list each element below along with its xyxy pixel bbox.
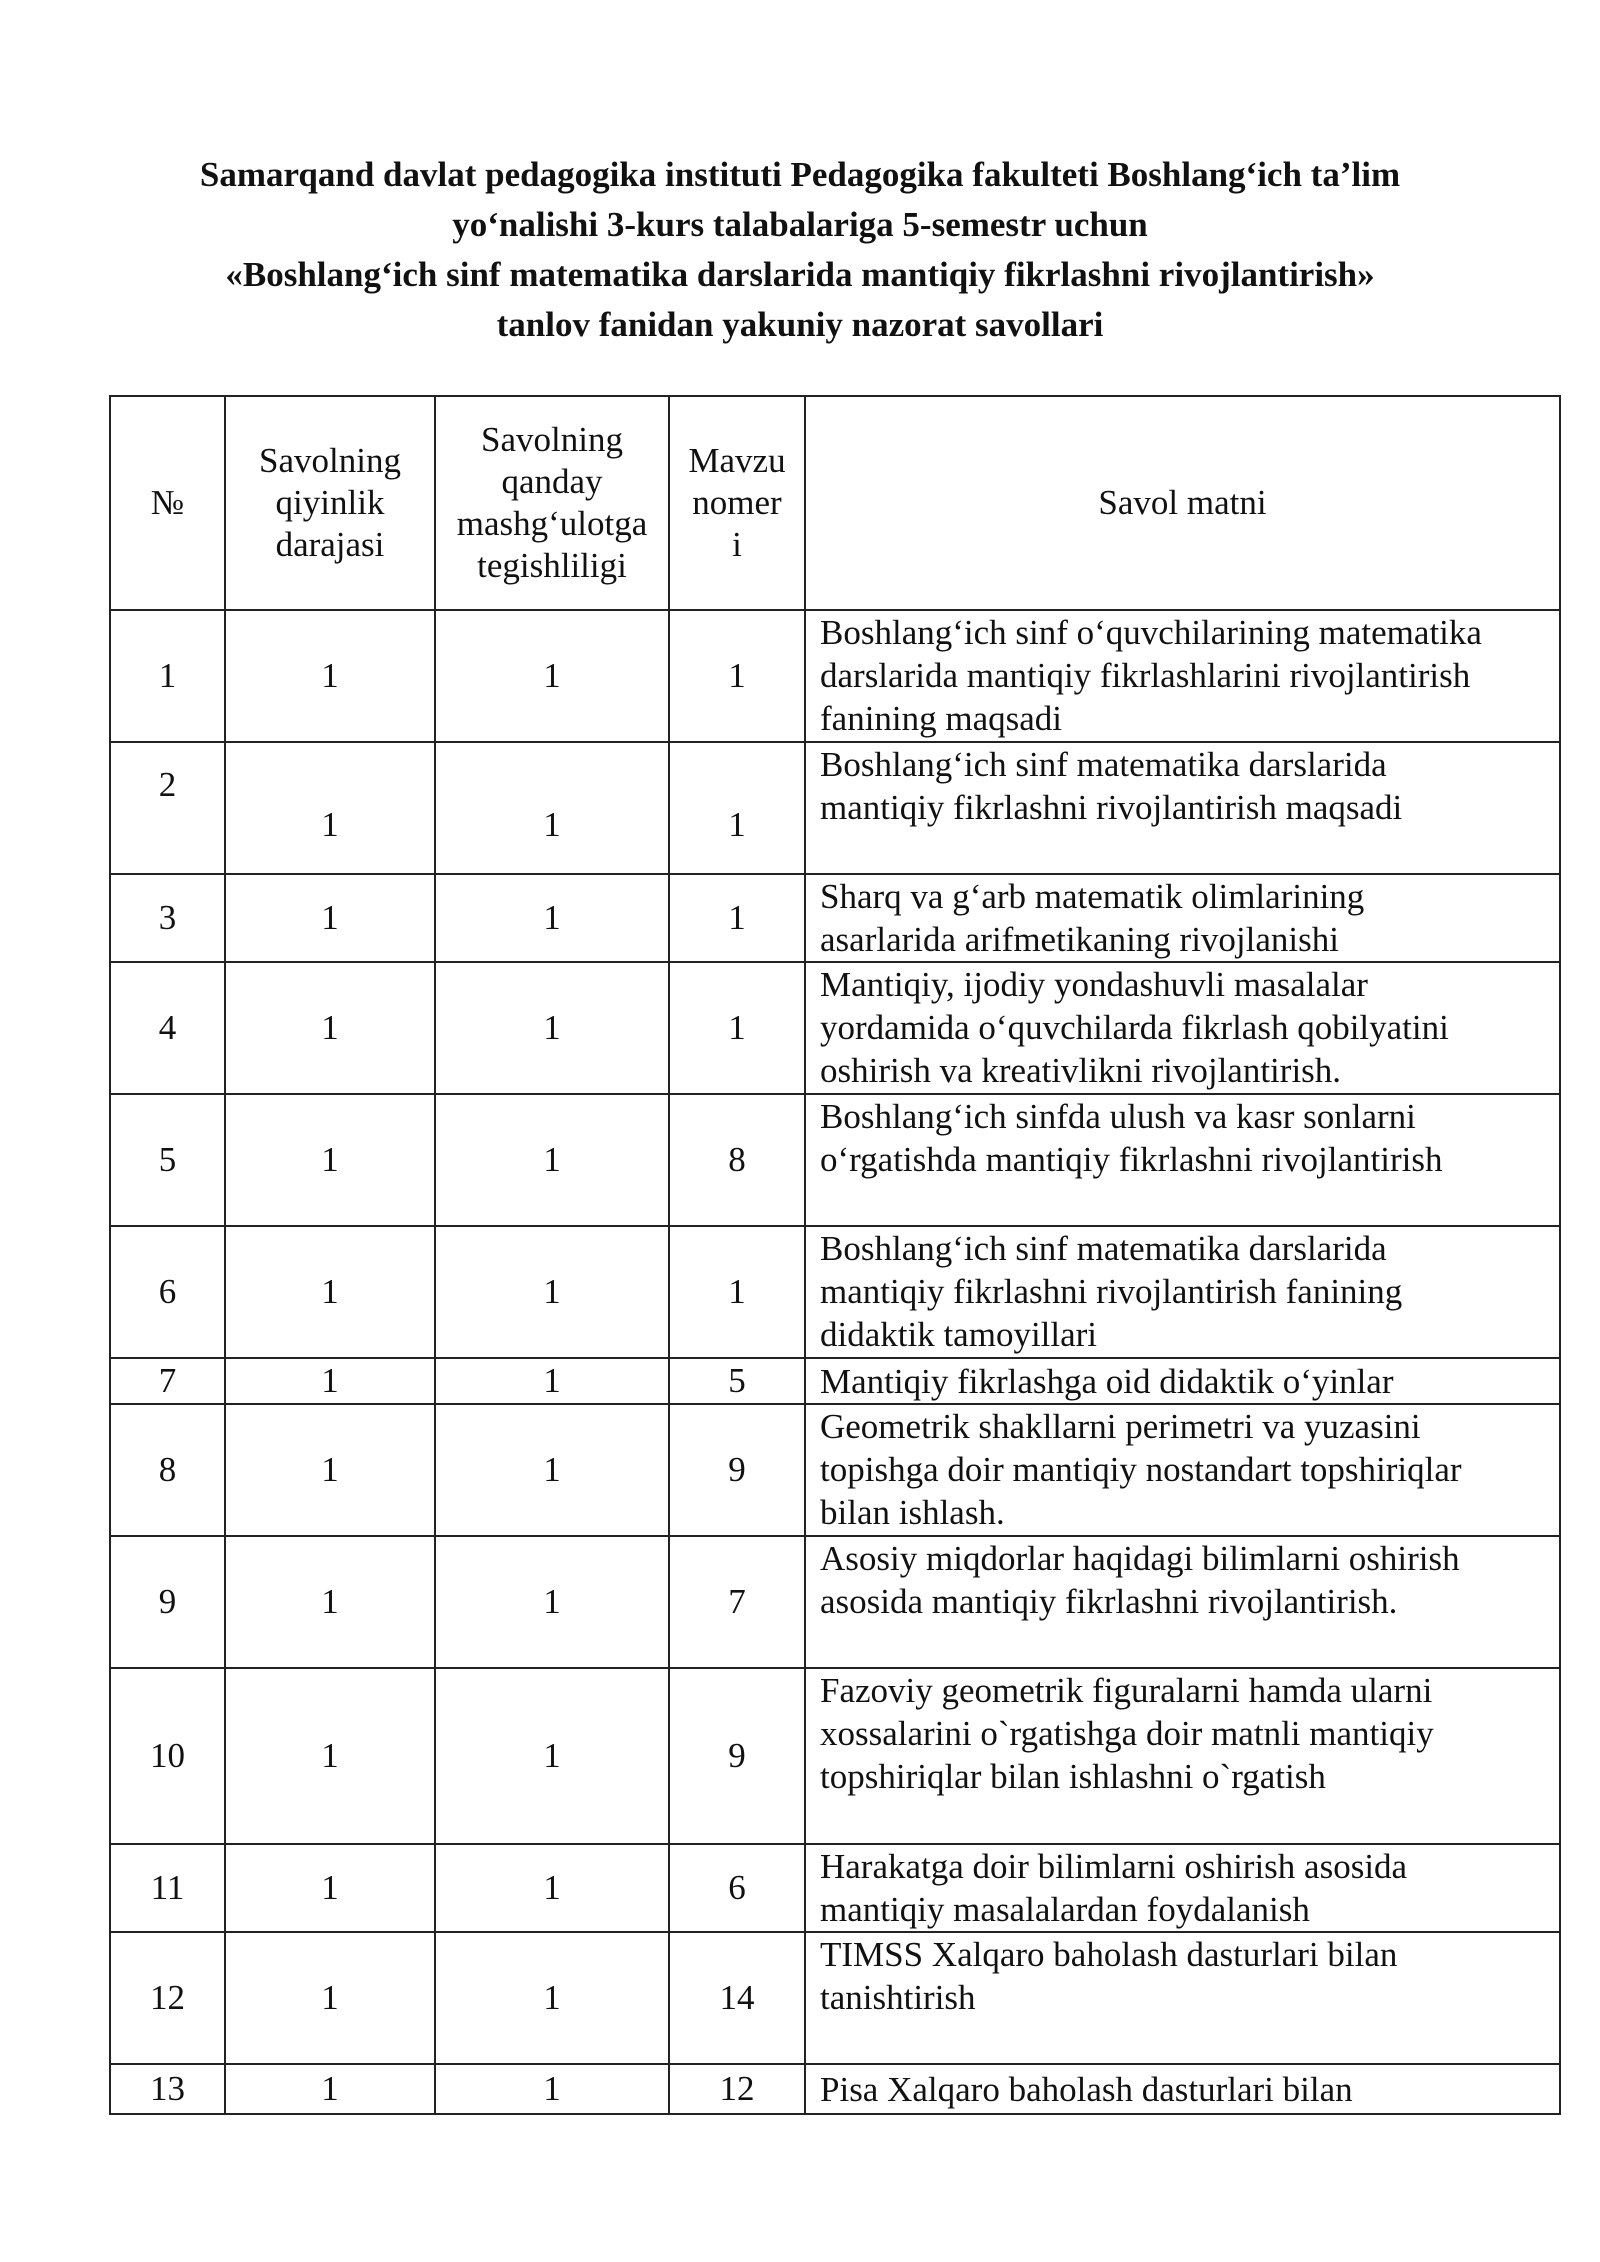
row-question-text: Asosiy miqdorlar haqidagi bilimlarni oshirish asosida mantiqiy fikrlashni rivojlantirish. [805,1536,1560,1668]
row-difficulty: 1 [225,1844,435,1932]
row-difficulty: 1 [225,1094,435,1226]
row-question-text: Pisa Xalqaro baholash dasturlari bilan [805,2064,1560,2114]
heading-line: tanlov fanidan yakuniy nazorat savollari [496,305,1104,344]
table-header-row [110,396,1560,610]
row-number: 7 [110,1358,225,1404]
row-topic: 12 [669,2064,805,2114]
row-number: 9 [110,1536,225,1668]
row-difficulty: 1 [225,1358,435,1404]
row-topic: 14 [669,1932,805,2064]
table-row [110,1404,1560,1536]
table-row [110,1932,1560,2064]
row-question-text: Boshlang‘ich sinf matematika darslarida mantiqiy fikrlashni rivojlantirish maqsadi [805,742,1560,874]
row-question-text: Fazoviy geometrik figuralarni hamda ularni xossalarini o`rgatishga doir matnli mantiqiy topshiriqlar bilan ishlashni o`rgatish [805,1668,1560,1844]
table-row [110,1094,1560,1226]
row-difficulty: 1 [225,1404,435,1536]
document-heading [0,150,1600,350]
row-number: 8 [110,1404,225,1536]
table-row [110,874,1560,962]
row-difficulty: 1 [225,742,435,874]
row-difficulty: 1 [225,1932,435,2064]
header-activity: Savolning qanday mashg‘ulotga tegishliligi [435,396,669,610]
row-topic: 1 [669,742,805,874]
row-activity: 1 [435,1404,669,1536]
row-question-text: Mantiqiy fikrlashga oid didaktik o‘yinlar [805,1358,1560,1404]
row-difficulty: 1 [225,2064,435,2114]
row-difficulty: 1 [225,874,435,962]
table-row [110,2064,1560,2114]
row-activity: 1 [435,610,669,742]
row-activity: 1 [435,1844,669,1932]
heading-line: Samarqand davlat pedagogika instituti Pedagogika fakulteti Boshlang‘ich ta’lim [199,155,1401,194]
row-number: 13 [110,2064,225,2114]
row-question-text: Boshlang‘ich sinf matematika darslarida mantiqiy fikrlashni rivojlantirish fanining didaktik tamoyillari [805,1226,1560,1358]
row-activity: 1 [435,1094,669,1226]
row-number: 3 [110,874,225,962]
row-topic: 1 [669,874,805,962]
header-topic: Mavzu nomer i [669,396,805,610]
row-activity: 1 [435,1226,669,1358]
row-number: 6 [110,1226,225,1358]
row-activity: 1 [435,742,669,874]
row-activity: 1 [435,1932,669,2064]
row-number: 11 [110,1844,225,1932]
row-topic: 9 [669,1404,805,1536]
table-row [110,1358,1560,1404]
table-row [110,1536,1560,1668]
row-question-text: TIMSS Xalqaro baholash dasturlari bilan tanishtirish [805,1932,1560,2064]
row-activity: 1 [435,1358,669,1404]
row-question-text: Boshlang‘ich sinf o‘quvchilarining matematika darslarida mantiqiy fikrlashlarini rivojlantirish fanining maqsadi [805,610,1560,742]
table-row [110,1668,1560,1844]
row-difficulty: 1 [225,610,435,742]
table-row [110,1844,1560,1932]
row-difficulty: 1 [225,962,435,1094]
header-question-text: Savol matni [805,396,1560,610]
row-topic: 1 [669,962,805,1094]
row-number: 10 [110,1668,225,1844]
row-question-text: Sharq va g‘arb matematik olimlarining asarlarida arifmetikaning rivojlanishi [805,874,1560,962]
heading-line: «Boshlang‘ich sinf matematika darslarida mantiqiy fikrlashni rivojlantirish» [225,255,1375,294]
row-difficulty: 1 [225,1536,435,1668]
row-topic: 8 [669,1094,805,1226]
row-activity: 1 [435,874,669,962]
row-difficulty: 1 [225,1226,435,1358]
questions-table [109,395,1561,2115]
row-topic: 7 [669,1536,805,1668]
row-number: 1 [110,610,225,742]
row-number: 4 [110,962,225,1094]
table-row [110,610,1560,742]
row-activity: 1 [435,962,669,1094]
header-difficulty: Savolning qiyinlik darajasi [225,396,435,610]
header-number: № [110,396,225,610]
row-activity: 1 [435,1536,669,1668]
row-number: 5 [110,1094,225,1226]
table-row [110,742,1560,874]
row-difficulty: 1 [225,1668,435,1844]
row-question-text: Mantiqiy, ijodiy yondashuvli masalalar yordamida o‘quvchilarda fikrlash qobilyatini oshirish va kreativlikni rivojlantirish. [805,962,1560,1094]
row-question-text: Harakatga doir bilimlarni oshirish asosida mantiqiy masalalardan foydalanish [805,1844,1560,1932]
row-activity: 1 [435,1668,669,1844]
row-topic: 9 [669,1668,805,1844]
row-number: 2 [110,742,225,874]
row-topic: 1 [669,610,805,742]
row-question-text: Boshlang‘ich sinfda ulush va kasr sonlarni o‘rgatishda mantiqiy fikrlashni rivojlantirish [805,1094,1560,1226]
row-topic: 1 [669,1226,805,1358]
table-row [110,1226,1560,1358]
heading-line: yo‘nalishi 3-kurs talabalariga 5-semestr uchun [452,205,1148,244]
table-row [110,962,1560,1094]
row-question-text: Geometrik shakllarni perimetri va yuzasini topishga doir mantiqiy nostandart topshiriqlar bilan ishlash. [805,1404,1560,1536]
row-activity: 1 [435,2064,669,2114]
row-topic: 5 [669,1358,805,1404]
row-topic: 6 [669,1844,805,1932]
row-number: 12 [110,1932,225,2064]
